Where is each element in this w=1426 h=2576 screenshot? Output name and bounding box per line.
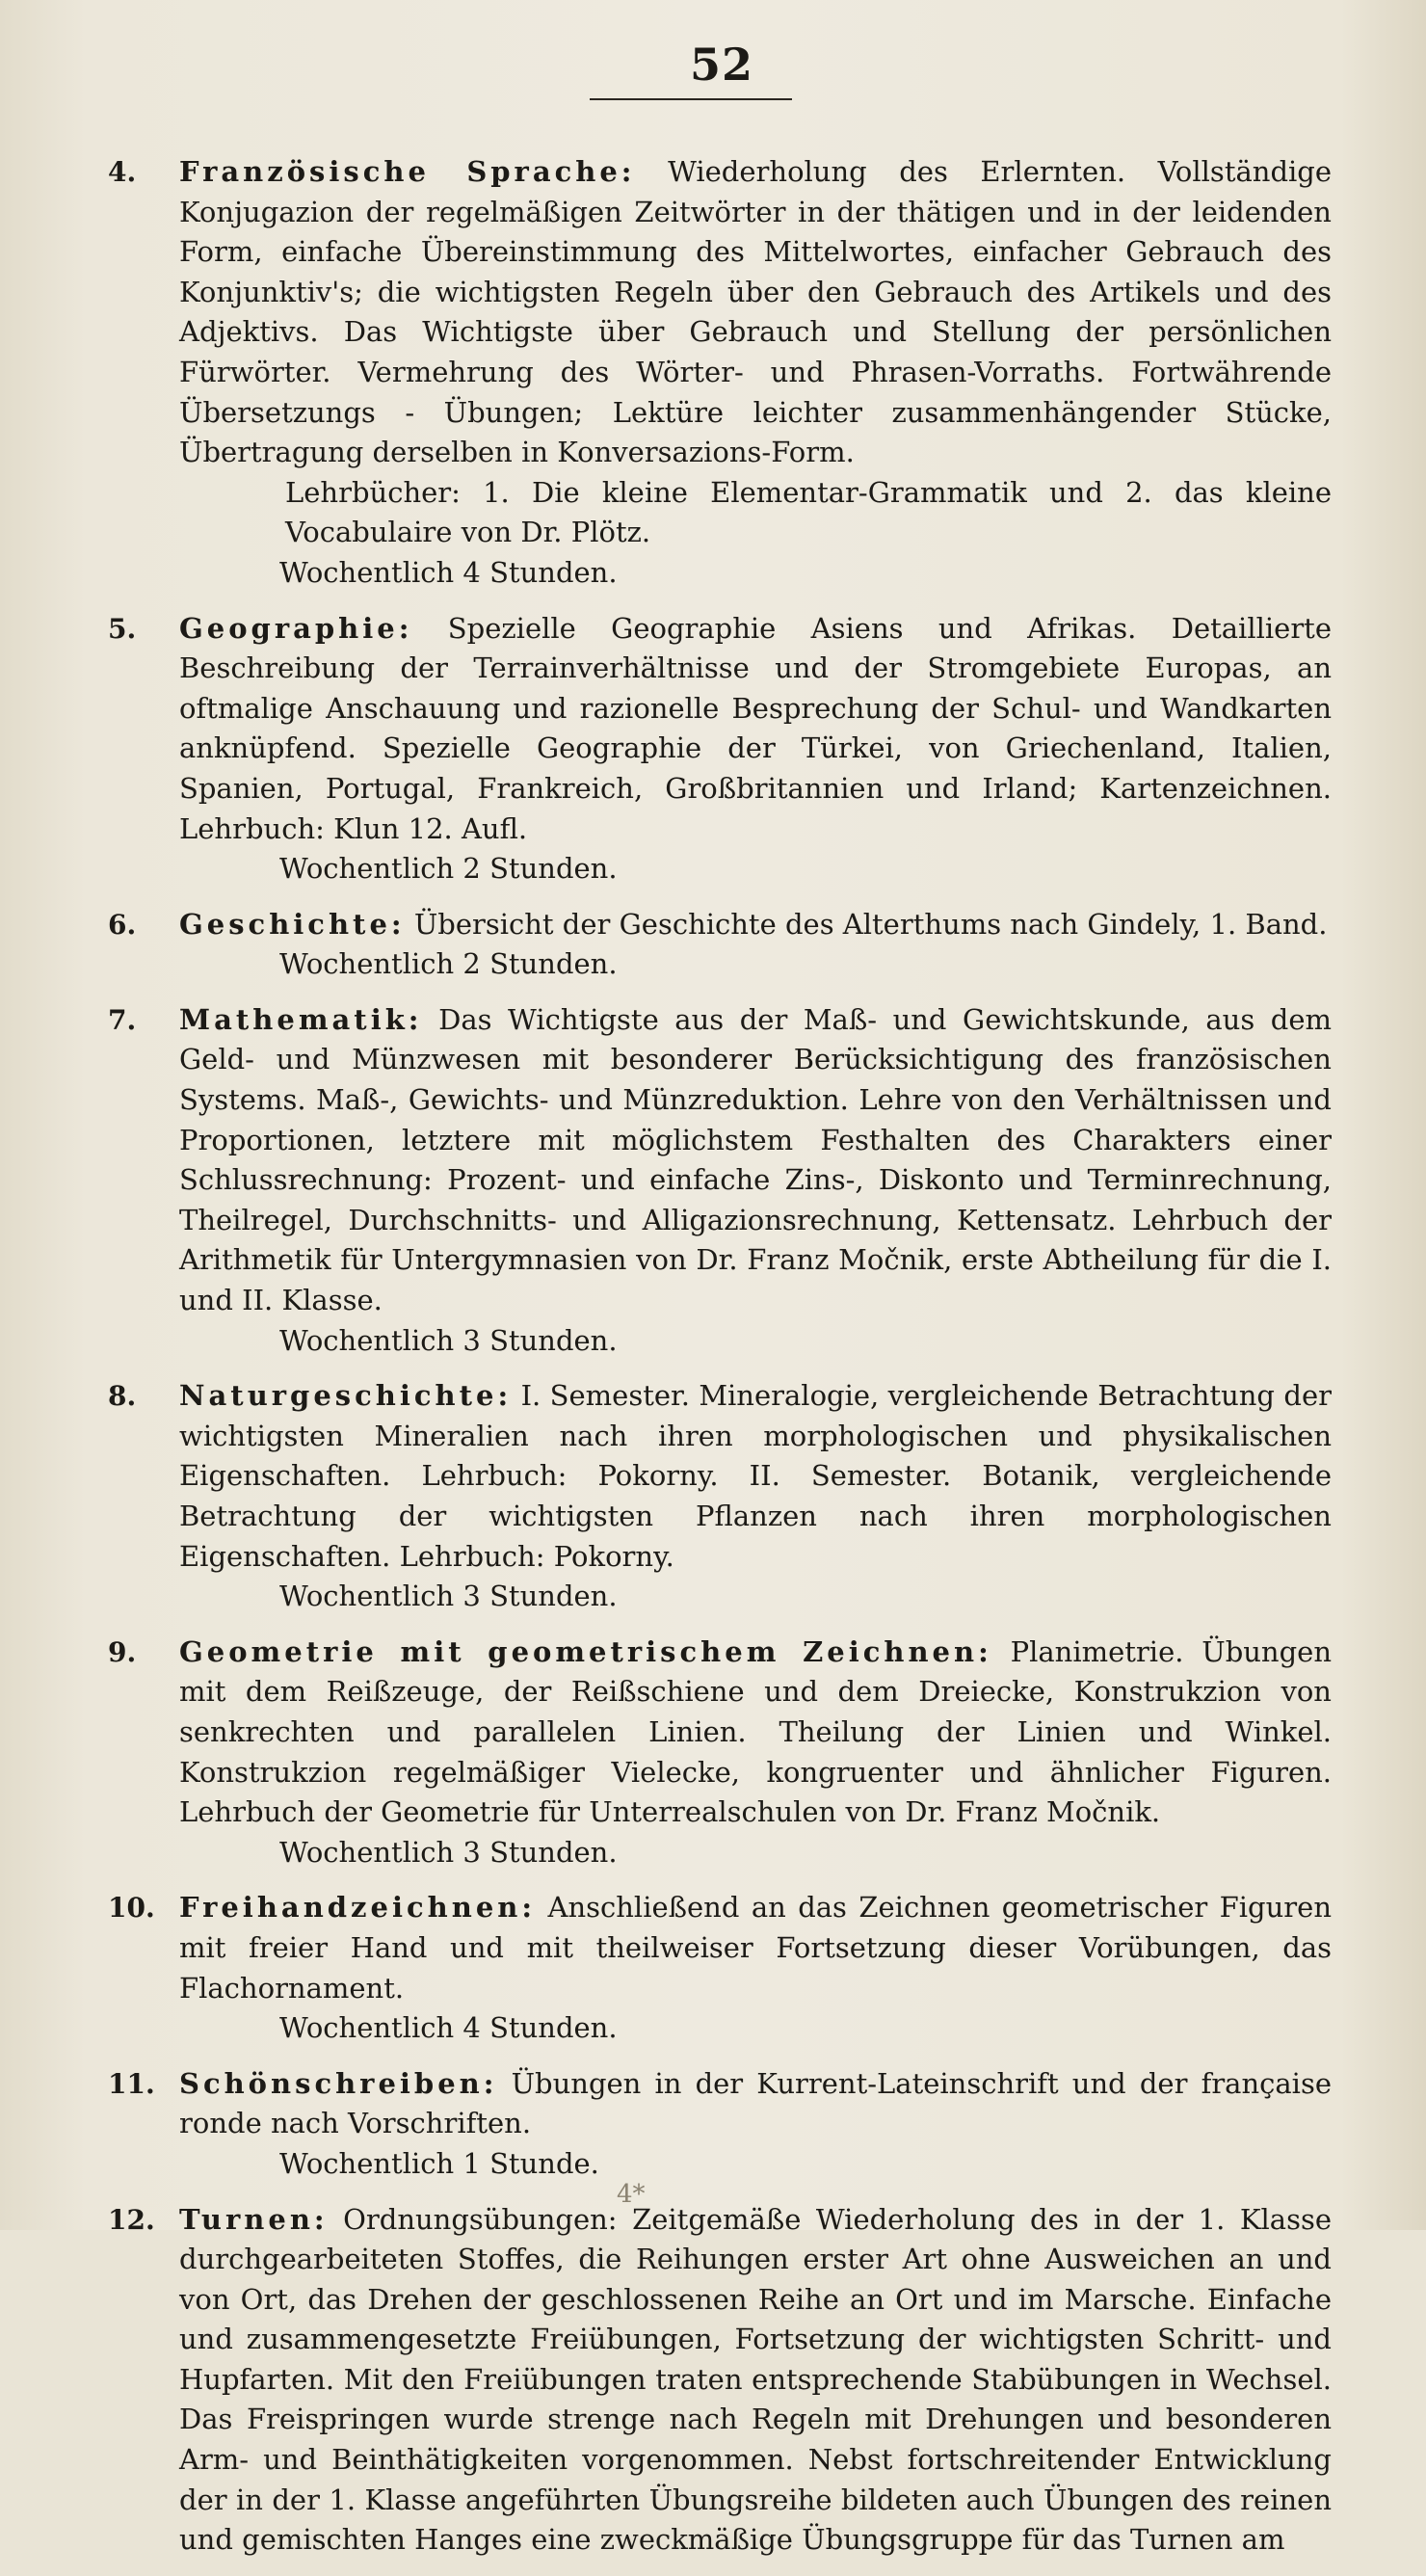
- section-paragraph: [179, 905, 1332, 945]
- section-paragraph: [179, 2200, 1332, 2561]
- section-heading: Französische Sprache:: [179, 155, 636, 188]
- section-text: I. Semester. Mineralogie, vergleichende Betrachtung der wichtigsten Mineralien nach ihren morphologischen und physikalischen Eigenschaften. Lehrbuch: Pokorny. II. Semester. Botanik, vergleichende Betrachtung der wichtigsten Pflanzen nach ihren morphologischen Eigenschaften. Lehrbuch: Pokorny.: [179, 1379, 1332, 1573]
- section-heading: Schönschreiben:: [179, 2066, 498, 2100]
- section-weekly-hours: Wochentlich 4 Stunden.: [279, 2011, 618, 2045]
- section-natural-history: [104, 1376, 1332, 1617]
- section-calligraphy: [104, 2064, 1332, 2185]
- section-paragraph: [179, 1633, 1332, 1833]
- section-paragraph: [179, 1000, 1332, 1321]
- section-history: [104, 905, 1332, 985]
- page-number-rule: [590, 98, 792, 100]
- section-paragraph: [179, 1376, 1332, 1577]
- section-weekly-hours: Wochentlich 4 Stunden.: [279, 555, 618, 589]
- section-weekly-hours: Wochentlich 3 Stunden.: [279, 1580, 618, 1613]
- section-weekly-hours: Wochentlich 2 Stunden.: [279, 947, 618, 981]
- section-text: Anschließend an das Zeichnen geometrischer Figuren mit freier Hand und mit theilweiser Fortsetzung dieser Vorübungen, das Flachornament.: [179, 1891, 1333, 2005]
- section-text: Übungen in der Kurrent-Lateinschrift und der française ronde nach Vorschriften.: [179, 2066, 1332, 2140]
- section-number: 11.: [108, 2067, 155, 2100]
- section-paragraph: [179, 2064, 1332, 2144]
- section-text: Spezielle Geographie Asiens und Afrikas. Detaillierte Beschreibung der Terrainverhältnisse und der Stromgebiete Europas, an oftmalige Anschauung und razionelle Besprechung der Schul- und Wandkarten anknüpfend. Spezielle Geographie der Türkei, von Griechenland, Italien, Spanien, Portugal, Frankreich, Großbritannien und Irland; Kartenzeichnen. Lehrbuch: Klun 12. Aufl.: [179, 611, 1332, 845]
- section-weekly-hours: Wochentlich 3 Stunden.: [279, 1835, 618, 1869]
- section-number: 4.: [108, 156, 137, 188]
- section-freehand-drawing: [104, 1888, 1332, 2048]
- section-geography: [104, 609, 1332, 890]
- section-textbook: Lehrbücher: 1. Die kleine Elementar-Grammatik und 2. das kleine Vocabulaire von Dr. Plötz.: [285, 475, 1332, 549]
- section-french: [104, 152, 1332, 594]
- section-number: 10.: [108, 1892, 155, 1925]
- page-number: 52: [689, 39, 753, 91]
- section-paragraph: [179, 1888, 1332, 2008]
- section-weekly-hours: Wochentlich 1 Stunde.: [279, 2146, 599, 2180]
- section-text: Das Wichtigste aus der Maß- und Gewichtskunde, aus dem Geld- und Münzwesen mit besonderer Berücksichtigung des französischen Systems. Maß-, Gewichts- und Münzreduktion. Lehre von den Verhältnissen und Proportionen, letztere mit möglichstem Festhalten des Charakters einer Schlussrechnung: Prozent- und einfache Zins-, Diskonto und Terminrechnung, Theilregel, Durchschnitts- und Alligazionsrechnung, Kettensatz. Lehrbuch der Arithmetik für Untergymnasien von Dr. Franz Močnik, erste Abtheilung für die I. und II. Klasse.: [179, 1002, 1333, 1317]
- section-number: 9.: [108, 1635, 137, 1668]
- section-number: 6.: [108, 908, 137, 941]
- section-text: Übersicht der Geschichte des Alterthums nach Gindely, 1. Band.: [413, 907, 1328, 941]
- section-heading: Freihandzeichnen:: [179, 1891, 537, 1925]
- section-heading: Mathematik:: [179, 1002, 423, 1036]
- section-number: 5.: [108, 612, 137, 645]
- section-heading: Naturgeschichte:: [179, 1379, 513, 1413]
- section-heading: Turnen:: [179, 2202, 329, 2236]
- page-content: [104, 152, 1332, 2576]
- section-number: 8.: [108, 1380, 137, 1413]
- section-heading: Geographie:: [179, 611, 413, 645]
- section-text: Planimetrie. Übungen mit dem Reißzeuge, der Reißschiene und dem Dreiecke, Konstrukzion von senkrechten und parallelen Linien. Theilung der Linien und Winkel. Konstrukzion regelmäßiger Vielecke, kongruenter und ähnlicher Figuren. Lehrbuch der Geometrie für Unterrealschulen von Dr. Franz Močnik.: [179, 1634, 1333, 1829]
- section-geometry: [104, 1633, 1332, 1873]
- section-heading: Geschichte:: [179, 907, 406, 941]
- section-paragraph: [179, 152, 1332, 473]
- section-number: 7.: [108, 1003, 137, 1036]
- section-gymnastics: [104, 2200, 1332, 2561]
- section-weekly-hours: Wochentlich 2 Stunden.: [279, 852, 618, 886]
- section-paragraph: [179, 609, 1332, 850]
- section-text: Ordnungsübungen: Zeitgemäße Wiederholung des in der 1. Klasse durchgearbeiteten Stoffes, die Reihungen erster Art ohne Ausweichen an und von Ort, das Drehen der geschlossenen Reihe an Ort und im Marsche. Einfache und zusammengesetzte Freiübungen, Fortsetzung der wichtigsten Schritt- und Hupfarten. Mit den Freiübungen traten entsprechende Stabübungen in Wechsel. Das Freispringen wurde strenge nach Regeln mit Drehungen und besonderen Arm- und Beinthätigkeiten vorgenommen. Nebst fortschreitender Entwicklung der in der 1. Klasse angeführten Übungsreihe bildeten auch Übungen des reinen und gemischten Hanges eine zweckmäßige Übungsgruppe für das Turnen am: [179, 2202, 1333, 2557]
- section-heading: Geometrie mit geometrischem Zeichnen:: [179, 1634, 992, 1668]
- section-mathematics: [104, 1000, 1332, 1361]
- signature-mark: 4*: [617, 2180, 646, 2209]
- section-number: 12.: [108, 2203, 155, 2236]
- section-weekly-hours: Wochentlich 3 Stunden.: [279, 1323, 618, 1357]
- section-text: Wiederholung des Erlernten. Vollständige Konjugazion der regelmäßigen Zeitwörter in der thätigen und in der leidenden Form, einfache Übereinstimmung des Mittelwortes, einfacher Gebrauch des Konjunktiv's; die wichtigsten Regeln über den Gebrauch des Artikels und des Adjektivs. Das Wichtigste über Gebrauch und Stellung der persönlichen Fürwörter. Vermehrung des Wörter- und Phrasen-Vorraths. Fortwährende Übersetzungs - Übungen; Lektüre leichter zusammenhängender Stücke, Übertragung derselben in Konversazions-Form.: [179, 155, 1333, 469]
